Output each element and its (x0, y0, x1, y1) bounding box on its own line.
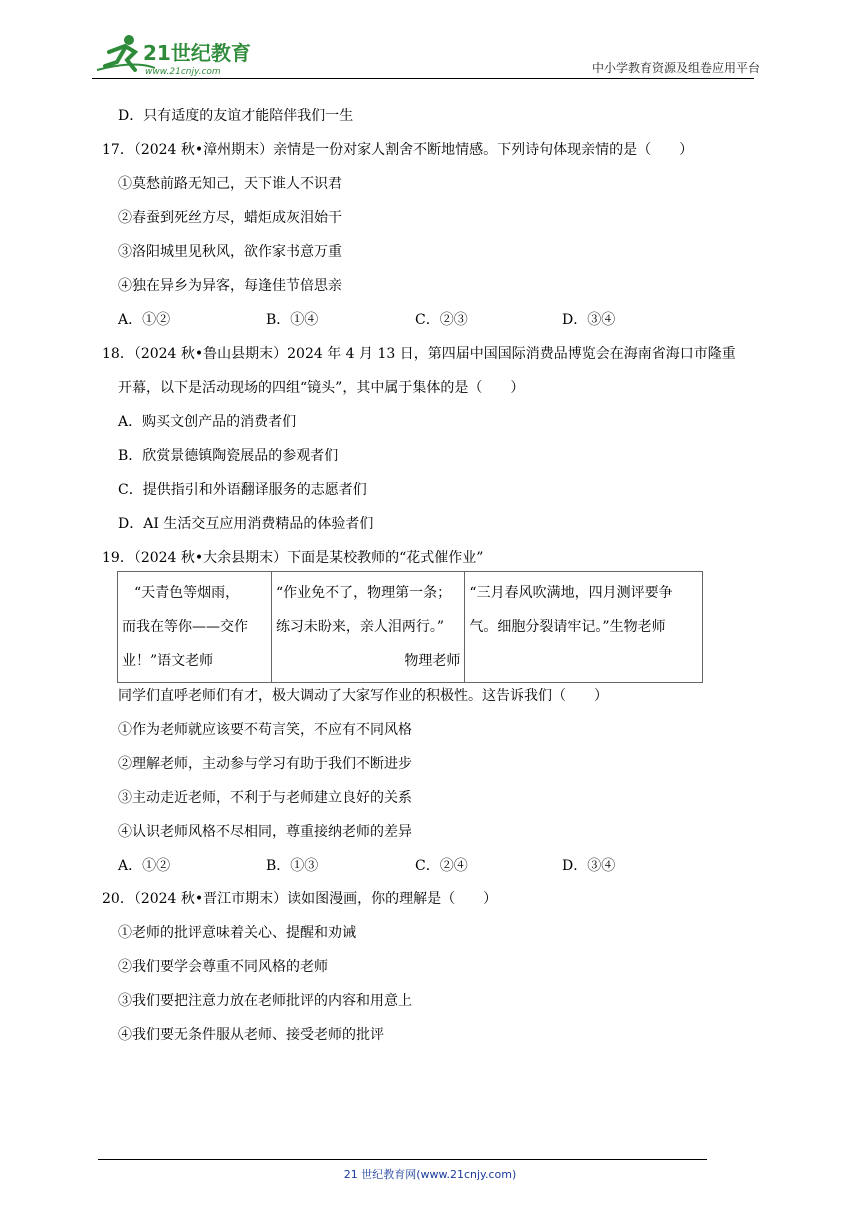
q20-item-4: ④我们要无条件服从老师、接受老师的批评 (118, 1027, 384, 1043)
q18-stem-line1: 18．（2024 秋•鲁山县期末）2024 年 4 月 13 日，第四届中国国际消费品博览会在海南省海口市隆重 (102, 346, 736, 362)
q19-item-3: ③主动走近老师，不利于与老师建立良好的关系 (118, 790, 412, 806)
q20-item-1: ①老师的批评意味着关心、提醒和劝诫 (118, 925, 356, 941)
q19-after-text: 同学们直呼老师们有才，极大调动了大家写作业的积极性。这告诉我们（ ） (118, 688, 608, 704)
header-divider (92, 78, 754, 79)
q17-option-d: D．③④ (562, 312, 616, 328)
q19-item-1: ①作为老师就应该要不苟言笑，不应有不同风格 (118, 722, 412, 738)
q18-option-c: C．提供指引和外语翻译服务的志愿者们 (118, 482, 367, 498)
q19-teacher-quotes-table (117, 571, 703, 683)
runner-logo-icon (95, 30, 265, 80)
q19-option-d: D．③④ (562, 858, 616, 874)
q19-item-2: ②理解老师，主动参与学习有助于我们不断进步 (118, 756, 412, 772)
q19-option-a: A．①② (118, 858, 171, 874)
q19-stem: 19．（2024 秋•大余县期末）下面是某校教师的“花式催作业” (102, 550, 484, 566)
prev-option-d: D．只有适度的友谊才能陪伴我们一生 (118, 108, 354, 124)
q20-stem: 20．（2024 秋•晋江市期末）读如图漫画，你的理解是（ ） (102, 891, 498, 907)
q18-option-b: B．欣赏景德镇陶瓷展品的参观者们 (118, 448, 339, 464)
q19-item-4: ④认识老师风格不尽相同，尊重接纳老师的差异 (118, 824, 412, 840)
q17-option-a: A．①② (118, 312, 171, 328)
quote-physics-teacher: “作业免不了，物理第一条； 练习未盼来，亲人泪两行。” 物理老师 (271, 572, 464, 683)
q17-item-4: ④独在异乡为异客，每逢佳节倍思亲 (118, 278, 342, 294)
q17-item-2: ②春蚕到死丝方尽，蜡炬成灰泪始干 (118, 210, 342, 226)
q18-option-a: A．购买文创产品的消费者们 (118, 414, 297, 430)
q17-options (118, 310, 678, 330)
header-platform-text: 中小学教育资源及组卷应用平台 (591, 61, 760, 75)
q19-options (118, 856, 678, 876)
q17-option-c: C．②③ (415, 312, 468, 328)
q20-item-3: ③我们要把注意力放在老师批评的内容和用意上 (118, 993, 412, 1009)
footer-site-link[interactable]: 21 世纪教育网(www.21cnjy.com) (343, 1168, 517, 1181)
quote-biology-teacher: “三月春风吹满地，四月测评要争 气。细胞分裂请牢记。”生物老师 (465, 572, 703, 683)
q17-stem: 17．（2024 秋•漳州期末）亲情是一份对家人割舍不断地情感。下列诗句体现亲情的是（ ） (102, 142, 694, 158)
q18-option-d: D．AI 生活交互应用消费精品的体验者们 (118, 516, 374, 532)
q19-option-c: C．②④ (415, 858, 468, 874)
logo-url: www.21cnjy.com (145, 67, 221, 77)
q17-item-3: ③洛阳城里见秋风，欲作家书意万重 (118, 244, 342, 260)
q17-item-1: ①莫愁前路无知己，天下谁人不识君 (118, 176, 342, 192)
quote-chinese-teacher: “天青色等烟雨， 而我在等你——交作 业！”语文老师 (118, 572, 272, 683)
logo-text: 21世纪教育 (143, 41, 251, 65)
q19-option-b: B．①③ (266, 858, 319, 874)
site-logo (95, 30, 265, 80)
q20-item-2: ②我们要学会尊重不同风格的老师 (118, 959, 328, 975)
footer-divider (98, 1159, 707, 1160)
q18-stem-line2: 开幕，以下是活动现场的四组“镜头”，其中属于集体的是（ ） (118, 380, 525, 396)
q17-option-b: B．①④ (266, 312, 319, 328)
